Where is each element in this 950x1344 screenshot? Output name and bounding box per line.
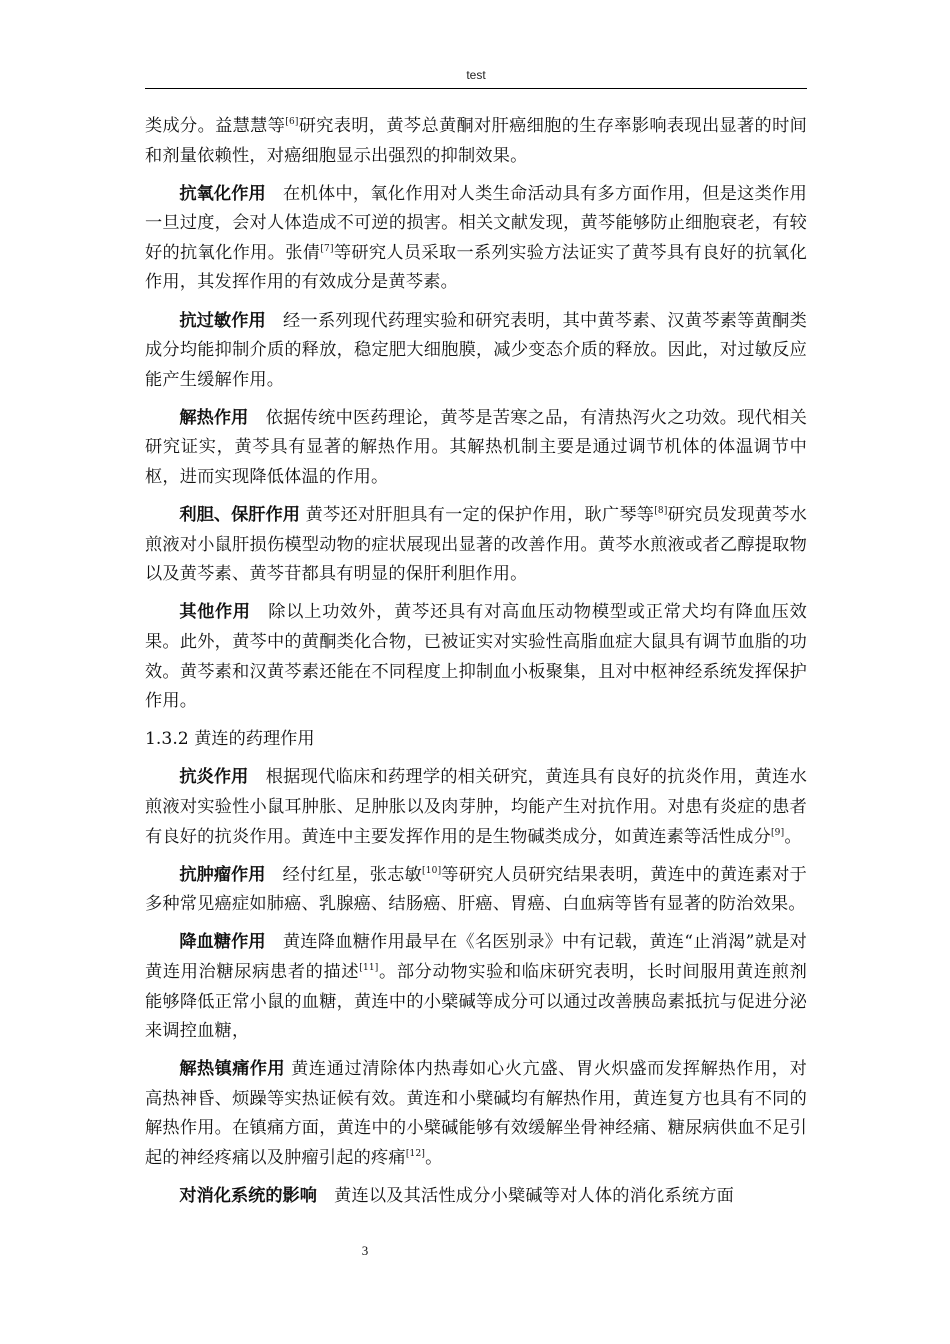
paragraph-text: 在机体中，氧化作用对人类生命活动具有多方面作用，但是这类作用一旦过度，会对人体造成不可逆的损害。相关文献发现，黄芩能够防止细胞衰老，有较好的抗氧化作用。张倩 [145,183,807,263]
paragraph-term: 抗肿瘤作用 [179,864,266,885]
citation-ref: [12] [405,1149,426,1159]
paragraph-term: 抗过敏作用 [179,310,266,331]
paragraph-text: 。部分动物实验和临床研究表明，长时间服用黄连煎剂能够降低正常小鼠的血糖，黄连中的小檗碱等成分可以通过改善胰岛素抵抗与促进分泌来调控血糖， [145,961,807,1042]
paragraph [145,180,807,298]
paragraph-term: 解热镇痛作用 [179,1059,286,1080]
section-heading [145,725,807,755]
paragraph [145,501,807,590]
paragraph-text: 黄连以及其活性成分小檗碱等对人体的消化系统方面 [334,1186,735,1207]
citation-ref: [8] [654,506,668,517]
paragraph [145,763,807,852]
citation-ref: [11] [359,962,379,973]
paragraph-term: 对消化系统的影响 [179,1186,317,1207]
paragraph-term: 抗炎作用 [179,767,249,788]
paragraph-text: 除以上功效外，黄芩还具有对高血压动物模型或正常犬均有降血压效果。此外，黄芩中的黄酮类化合物，已被证实对实验性高脂血症大鼠具有调节血脂的功效。黄芩素和汉黄芩素还能在不同程度上抑制血小板聚集，且对中枢神经系统发挥保护作用。 [145,602,807,712]
paragraph-text: 。 [425,1148,443,1168]
page-header [145,66,807,89]
paragraph-term: 利胆、保肝作用 [179,505,300,526]
paragraph-text: 研究员发现黄芩水煎液对小鼠肝损伤模型动物的症状展现出显著的改善作用。黄芩水煎液或者乙醇提取物以及黄芩素、黄芩苷都具有明显的保肝利胆作用。 [145,505,807,585]
paragraph-text: 黄连降血糖作用最早在《名医别录》中有记载，黄连“止消渴”就是对黄连用治糖尿病患者的描述 [145,932,807,982]
paragraph-text: 黄连通过清除体内热毒如心火亢盛、胃火炽盛而发挥解热作用，对高热神昏、烦躁等实热证候有效。黄连和小檗碱均有解热作用，黄连复方也具有不同的解热作用。在镇痛方面，黄连中的小檗碱能够有效缓解坐骨神经痛、糖尿病供血不足引起的神经疼痛以及肿瘤引起的疼痛 [145,1059,807,1168]
paragraph-text: 等研究人员研究结果表明，黄连中的黄连素对于多种常见癌症如肺癌、乳腺癌、结肠癌、肝癌、胃癌、白血病等皆有显著的防治效果。 [145,864,807,915]
paragraph [145,598,807,716]
paragraph [145,861,807,920]
citation-ref: [9] [770,827,785,838]
header-text: test [466,68,486,82]
paragraph-text: 依据传统中医药理论，黄芩是苦寒之品，有清热泻火之功效。现代相关研究证实，黄芩具有显著的解热作用。其解热机制主要是通过调节机体的体温调节中枢，进而实现降低体温的作用。 [145,407,807,488]
paragraph-term: 降血糖作用 [179,932,266,953]
paragraph-text: 黄芩还对肝胆具有一定的保护作用，耿广琴等 [299,505,655,526]
paragraph [145,404,807,493]
page-number: 3 [361,1243,369,1258]
paragraph-term: 抗氧化作用 [179,183,266,204]
paragraph-text: 经付红星，张志敏 [282,864,422,885]
paragraph [145,112,807,171]
citation-ref: [7] [320,243,334,254]
citation-ref: [6] [285,117,299,127]
paragraph [145,928,807,1046]
paragraph-text: 。 [784,826,802,847]
paragraph-text: 根据现代临床和药理学的相关研究，黄连具有良好的抗炎作用，黄连水煎液对实验性小鼠耳肿胀、足肿胀以及肉芽肿，均能产生对抗作用。对患有炎症的患者有良好的抗炎作用。黄连中主要发挥作用的是生物碱类成分，如黄连素等活性成分 [145,767,807,847]
paragraph [145,307,807,396]
paragraph-text: 等研究人员采取一系列实验方法证实了黄芩具有良好的抗氧化作用，其发挥作用的有效成分是黄芩素。 [145,242,807,293]
body-text [145,112,807,1220]
paragraph-term: 其他作用 [179,602,251,623]
paragraph-text: 经一系列现代药理实验和研究表明，其中黄芩素、汉黄芩素等黄酮类成分均能抑制介质的释放，稳定肥大细胞膜，减少变态介质的释放。因此，对过敏反应能产生缓解作用。 [145,310,807,390]
paragraph-text: 研究表明，黄芩总黄酮对肝癌细胞的生存率影响表现出显著的时间和剂量依赖性，对癌细胞显示出强烈的抑制效果。 [145,116,807,166]
section-heading-text: 1.3.2 黄连的药理作用 [145,729,315,750]
paragraph-term: 解热作用 [179,407,249,428]
paragraph [145,1055,807,1173]
citation-ref: [10] [422,865,442,876]
paragraph-text: 类成分。益慧慧等 [145,116,286,136]
paragraph [145,1182,807,1212]
